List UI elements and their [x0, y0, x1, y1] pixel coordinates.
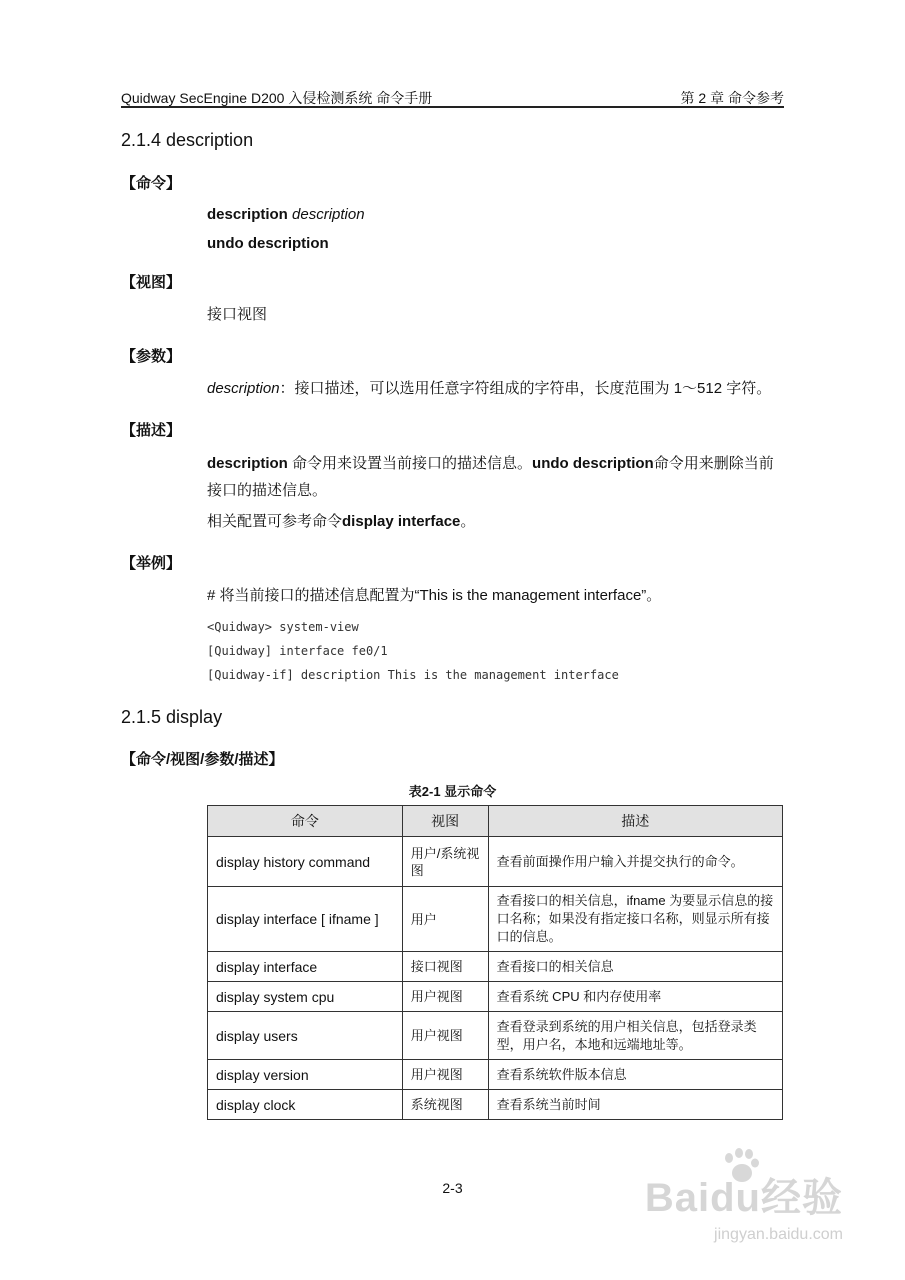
table-row: [208, 1012, 783, 1060]
description-paragraph-2: [207, 508, 784, 535]
table-caption: 表2-1 显示命令: [408, 784, 497, 799]
cell-view: 接口视图: [402, 952, 488, 982]
command-argument: description: [292, 206, 365, 223]
table-row: [208, 952, 783, 982]
cell-command: display version: [208, 1060, 403, 1090]
cell-command: display users: [208, 1012, 403, 1060]
cell-view: 用户: [402, 887, 488, 952]
table-row: [208, 1060, 783, 1090]
code-line-2: [Quidway] interface fe0/1: [207, 644, 388, 658]
desc-text-2: 命令用来删除当前接口的描述信息。: [207, 455, 774, 499]
cell-view: 用户/系统视图: [402, 837, 488, 887]
table-row: [208, 837, 783, 887]
watermark-brand: Baidu经验: [644, 1176, 843, 1220]
table-header-row: [208, 806, 783, 837]
cell-description: 查看系统软件版本信息: [488, 1060, 782, 1090]
param-text: [207, 375, 784, 402]
watermark-url: jingyan.baidu.com: [714, 1226, 843, 1243]
description-paragraph-1: [207, 450, 784, 504]
description-label: 【描述】: [121, 422, 182, 439]
cell-command: display system cpu: [208, 982, 403, 1012]
code-line-1: <Quidway> system-view: [207, 620, 359, 634]
header-divider: [121, 106, 784, 108]
cell-command: display history command: [208, 837, 403, 887]
header-chapter: 第 2 章 命令参考: [680, 90, 784, 106]
command-label: 【命令】: [121, 175, 182, 192]
param-name: description: [207, 380, 280, 397]
desc-text-4: 。: [460, 513, 476, 530]
desc-keyword-3: display interface: [342, 513, 461, 530]
table-row: [208, 887, 783, 952]
header-title: Quidway SecEngine D200 入侵检测系统 命令手册: [121, 90, 433, 106]
display-command-table: [207, 805, 783, 1120]
desc-keyword-1: description: [207, 455, 288, 472]
display-label: 【命令/视图/参数/描述】: [121, 751, 284, 768]
command-keyword: description: [207, 206, 288, 223]
cell-description: 查看系统 CPU 和内存使用率: [488, 982, 782, 1012]
cell-description: 查看接口的相关信息，ifname 为要显示信息的接口名称；如果没有指定接口名称，则显示所有接口的信息。: [488, 887, 782, 952]
param-description: ：接口描述，可以选用任意字符组成的字符串，长度范围为 1～512 字符。: [279, 380, 772, 397]
cell-description: 查看登录到系统的用户相关信息，包括登录类型，用户名，本地和远端地址等。: [488, 1012, 782, 1060]
baidu-watermark: [643, 1148, 843, 1258]
cell-command: display clock: [208, 1090, 403, 1120]
column-header-view: 视图: [402, 806, 488, 837]
cell-description: 查看接口的相关信息: [488, 952, 782, 982]
command-syntax-1: [207, 201, 784, 228]
cell-description: 查看前面操作用户输入并提交执行的命令。: [488, 837, 782, 887]
example-intro: # 将当前接口的描述信息配置为“This is the management interface”。: [207, 587, 662, 604]
view-label: 【视图】: [121, 274, 182, 291]
example-label: 【举例】: [121, 555, 182, 572]
table-row: [208, 982, 783, 1012]
cell-description: 查看系统当前时间: [488, 1090, 782, 1120]
cell-command: display interface [ ifname ]: [208, 887, 403, 952]
command-syntax-2: undo description: [207, 235, 329, 252]
view-value: 接口视图: [207, 306, 268, 323]
desc-keyword-2: undo description: [532, 455, 654, 472]
cell-view: 用户视图: [402, 1060, 488, 1090]
page-number: 2-3: [442, 1180, 463, 1196]
table-row: [208, 1090, 783, 1120]
section-heading-description: 2.1.4 description: [121, 130, 254, 150]
cell-view: 系统视图: [402, 1090, 488, 1120]
code-line-3: [Quidway-if] description This is the management interface: [207, 668, 619, 682]
section-heading-display: 2.1.5 display: [121, 707, 223, 727]
cell-command: display interface: [208, 952, 403, 982]
cell-view: 用户视图: [402, 982, 488, 1012]
column-header-command: 命令: [208, 806, 403, 837]
cell-view: 用户视图: [402, 1012, 488, 1060]
column-header-description: 描述: [488, 806, 782, 837]
desc-text-1: 命令用来设置当前接口的描述信息。: [287, 455, 533, 472]
param-label: 【参数】: [121, 348, 182, 365]
desc-text-3: 相关配置可参考命令: [207, 513, 343, 530]
